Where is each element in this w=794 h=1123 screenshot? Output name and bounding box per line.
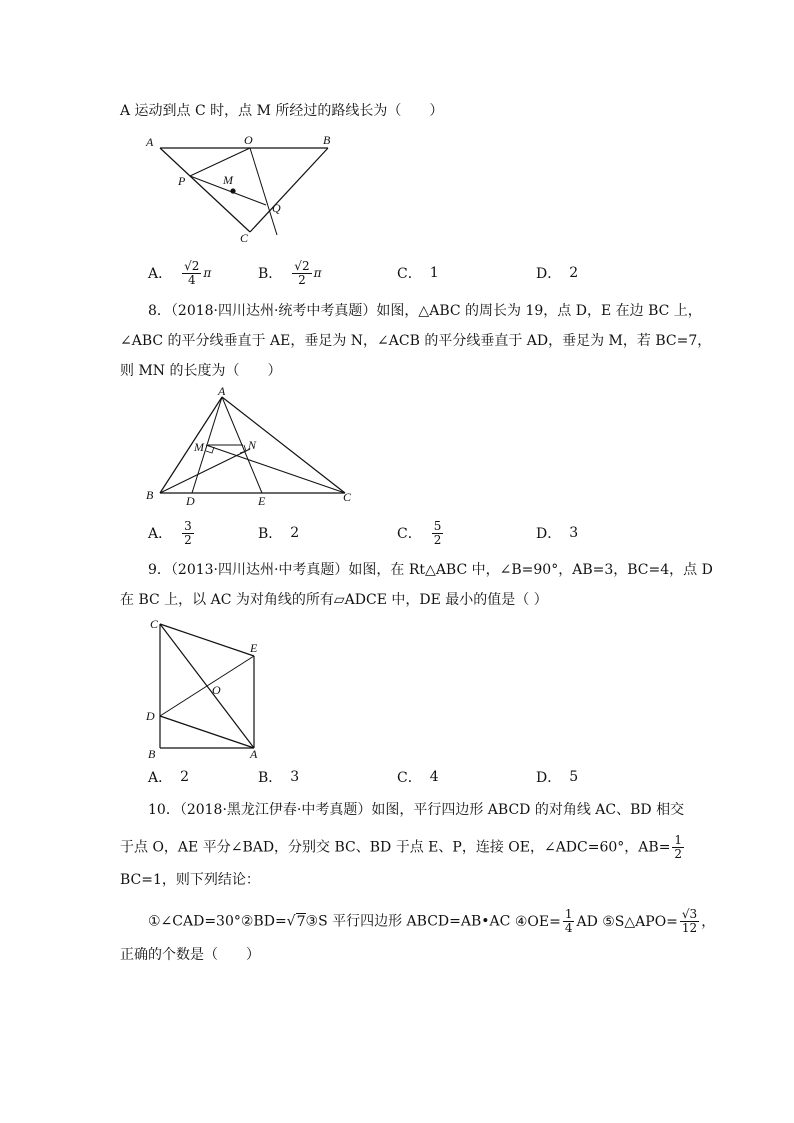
q7-option-b[interactable]: B． $\frac{√2}{2}$ π [258, 258, 322, 287]
q7-figure [140, 128, 340, 248]
q8-label-B: B [146, 488, 154, 502]
q9-label-D: D [146, 709, 155, 723]
q9-label-A: A [250, 747, 258, 761]
q8-label-E: E [258, 494, 266, 508]
q7-label-M: M [223, 173, 233, 187]
q9-figure [140, 614, 280, 764]
q8-label-D: D [186, 494, 195, 508]
q7-option-a[interactable]: A． $\frac{√2}{4}$ π [148, 258, 212, 287]
q10-question: 正确的个数是（ ） [120, 947, 260, 963]
q7-label-P: P [178, 174, 186, 188]
q8-line-1: 8．（2018·四川达州·统考中考真题）如图，△ABC 的周长为 19，点 D，E 在边 BC 上， [148, 303, 702, 319]
q9-line-2: 在 BC 上，以 AC 为对角线的所有▱ADCE 中，DE 最小的值是（ ） [120, 592, 548, 608]
q9-option-a[interactable]: A． 2 [148, 769, 190, 786]
q7-label-Q: Q [272, 201, 281, 215]
q10-line-1: 10．（2018·黑龙江伊春·中考真题）如图，平行四边形 ABCD 的对角线 AC、BD 相交 [148, 802, 685, 818]
q8-label-A: A [218, 384, 226, 398]
q8-option-c[interactable]: C． $\frac{5}{2}$ [397, 518, 442, 547]
q9-option-d[interactable]: D． 5 [536, 769, 579, 786]
q9-options [148, 760, 668, 794]
q7-option-d[interactable]: D． 2 [536, 265, 579, 282]
conclusion-2: ②BD=√7 [240, 913, 306, 930]
q10-line-3: BC=1，则下列结论： [120, 872, 260, 888]
q9-option-b[interactable]: B． 3 [258, 769, 300, 786]
q8-option-d[interactable]: D． 3 [536, 525, 579, 542]
q7-options [148, 256, 668, 290]
q9-label-C: C [150, 617, 159, 631]
conclusion-1: ①∠CAD=30° [148, 913, 241, 930]
q9-line-1: 9．（2013·四川达州·中考真题）如图，在 Rt△ABC 中，∠B=90°，AB=3，BC=4，点 D [148, 562, 713, 578]
conclusion-3: ③S 平行四边形 ABCD=AB•AC [305, 913, 511, 930]
q8-line-3: 则 MN 的长度为（ ） [120, 363, 282, 379]
q7-option-c[interactable]: C． 1 [397, 265, 439, 282]
q9-label-O: O [212, 683, 221, 697]
q8-label-C: C [343, 490, 352, 504]
q8-option-b[interactable]: B． 2 [258, 525, 300, 542]
q8-figure [140, 384, 370, 509]
q10-line-2: 于点 O，AE 平分∠BAD，分别交 BC、BD 于点 E、P，连接 OE，∠ADC=60°，AB= $\frac{1}{2}$ [120, 833, 683, 861]
q10-conclusions [148, 908, 715, 935]
q8-option-a[interactable]: A． $\frac{3}{2}$ [148, 518, 192, 547]
q7-text: A 运动到点 C 时，点 M 所经过的路线长为（ ） [120, 103, 444, 119]
q9-label-E: E [250, 641, 258, 655]
conclusion-5: ⑤S△APO= $\frac{√3}{12}$ ， [602, 907, 716, 935]
q8-label-N: N [248, 438, 257, 452]
conclusion-4: ④OE= $\frac{1}{4}$ AD [514, 907, 598, 935]
q7-label-B: B [323, 133, 331, 147]
q8-label-M: M [194, 440, 204, 454]
q8-line-2: ∠ABC 的平分线垂直于 AE，垂足为 N，∠ACB 的平分线垂直于 AD，垂足为 M，若 BC=7， [120, 333, 712, 349]
q9-label-B: B [148, 747, 156, 761]
q7-label-A: A [146, 135, 154, 149]
q7-label-C: C [240, 231, 249, 245]
q8-options [148, 516, 668, 550]
q9-option-c[interactable]: C． 4 [397, 769, 439, 786]
q7-label-O: O [244, 133, 253, 147]
